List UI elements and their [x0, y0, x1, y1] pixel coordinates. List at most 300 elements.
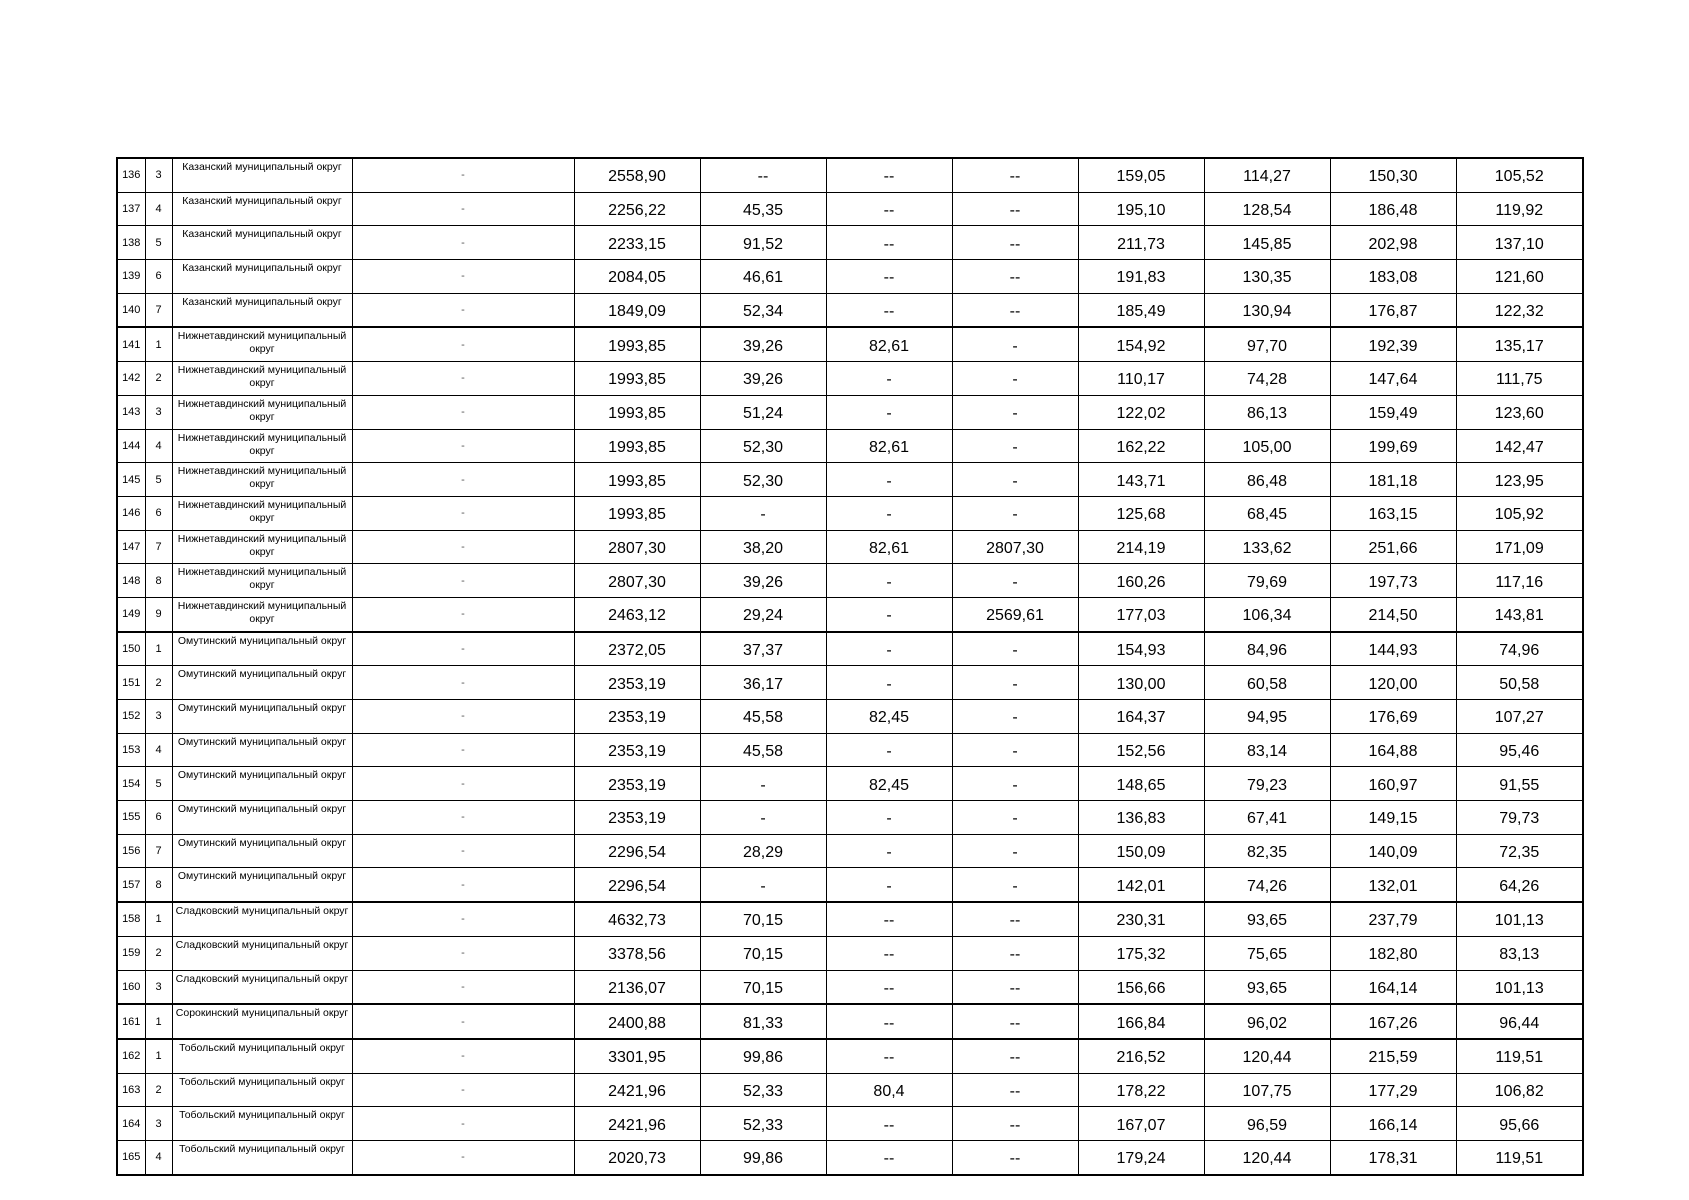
row-number: 163 [117, 1073, 145, 1107]
sub-number: 5 [145, 226, 172, 260]
value-cell-7: 159,49 [1330, 395, 1456, 429]
value-cell-8: 50,58 [1456, 666, 1583, 700]
district-name: Нижнетавдинский муниципальный округ [172, 327, 352, 361]
district-name: Нижнетавдинский муниципальный округ [172, 362, 352, 396]
table-row [117, 767, 1583, 801]
sub-number: 5 [145, 463, 172, 497]
empty-value-cell: - [352, 868, 574, 902]
row-number: 164 [117, 1107, 145, 1141]
row-number: 149 [117, 597, 145, 631]
district-name: Нижнетавдинский муниципальный округ [172, 564, 352, 598]
value-cell-4: 2807,30 [952, 530, 1078, 564]
district-name: Казанский муниципальный округ [172, 158, 352, 192]
value-cell-5: 211,73 [1078, 226, 1204, 260]
district-name: Тобольский муниципальный округ [172, 1039, 352, 1073]
value-cell-1: 2136,07 [574, 970, 700, 1004]
value-cell-5: 195,10 [1078, 192, 1204, 226]
value-cell-2: 38,20 [700, 530, 826, 564]
row-number: 144 [117, 429, 145, 463]
value-cell-5: 122,02 [1078, 395, 1204, 429]
value-cell-5: 230,31 [1078, 902, 1204, 936]
value-cell-2: 37,37 [700, 632, 826, 666]
value-cell-8: 135,17 [1456, 327, 1583, 361]
value-cell-4: - [952, 666, 1078, 700]
value-cell-7: 202,98 [1330, 226, 1456, 260]
value-cell-8: 119,92 [1456, 192, 1583, 226]
value-cell-1: 4632,73 [574, 902, 700, 936]
empty-value-cell: - [352, 597, 574, 631]
value-cell-3: -- [826, 936, 952, 970]
value-cell-4: - [952, 362, 1078, 396]
value-cell-4: - [952, 327, 1078, 361]
value-cell-8: 117,16 [1456, 564, 1583, 598]
value-cell-4: -- [952, 1004, 1078, 1039]
sub-number: 3 [145, 1107, 172, 1141]
value-cell-2: 28,29 [700, 834, 826, 868]
table-row [117, 192, 1583, 226]
value-cell-4: -- [952, 260, 1078, 294]
value-cell-2: - [700, 767, 826, 801]
district-name: Омутинский муниципальный округ [172, 767, 352, 801]
value-cell-5: 175,32 [1078, 936, 1204, 970]
row-number: 148 [117, 564, 145, 598]
empty-value-cell: - [352, 293, 574, 327]
value-cell-3: -- [826, 260, 952, 294]
value-cell-2: - [700, 801, 826, 835]
empty-value-cell: - [352, 666, 574, 700]
value-cell-1: 2353,19 [574, 733, 700, 767]
district-name: Сладковский муниципальный округ [172, 902, 352, 936]
value-cell-8: 95,66 [1456, 1107, 1583, 1141]
sub-number: 1 [145, 632, 172, 666]
value-cell-5: 162,22 [1078, 429, 1204, 463]
row-number: 162 [117, 1039, 145, 1073]
sub-number: 6 [145, 496, 172, 530]
row-number: 142 [117, 362, 145, 396]
value-cell-6: 79,69 [1204, 564, 1330, 598]
value-cell-7: 164,88 [1330, 733, 1456, 767]
value-cell-5: 150,09 [1078, 834, 1204, 868]
value-cell-6: 60,58 [1204, 666, 1330, 700]
value-cell-6: 114,27 [1204, 158, 1330, 192]
value-cell-7: 178,31 [1330, 1140, 1456, 1174]
value-cell-6: 145,85 [1204, 226, 1330, 260]
value-cell-2: 39,26 [700, 327, 826, 361]
district-name: Омутинский муниципальный округ [172, 801, 352, 835]
district-name: Нижнетавдинский муниципальный округ [172, 530, 352, 564]
sub-number: 3 [145, 395, 172, 429]
table-row [117, 293, 1583, 327]
empty-value-cell: - [352, 700, 574, 734]
value-cell-3: - [826, 801, 952, 835]
value-cell-1: 1993,85 [574, 429, 700, 463]
sub-number: 4 [145, 192, 172, 226]
empty-value-cell: - [352, 1107, 574, 1141]
row-number: 160 [117, 970, 145, 1004]
district-name: Нижнетавдинский муниципальный округ [172, 429, 352, 463]
value-cell-1: 2084,05 [574, 260, 700, 294]
value-cell-5: 164,37 [1078, 700, 1204, 734]
sub-number: 5 [145, 767, 172, 801]
row-number: 156 [117, 834, 145, 868]
value-cell-4: -- [952, 970, 1078, 1004]
value-cell-5: 143,71 [1078, 463, 1204, 497]
empty-value-cell: - [352, 970, 574, 1004]
value-cell-6: 74,28 [1204, 362, 1330, 396]
sub-number: 6 [145, 260, 172, 294]
table-row [117, 700, 1583, 734]
row-number: 150 [117, 632, 145, 666]
value-cell-1: 2807,30 [574, 530, 700, 564]
sub-number: 1 [145, 1039, 172, 1073]
value-cell-3: 82,61 [826, 530, 952, 564]
empty-value-cell: - [352, 327, 574, 361]
table-row [117, 158, 1583, 192]
value-cell-4: -- [952, 226, 1078, 260]
district-name: Тобольский муниципальный округ [172, 1107, 352, 1141]
value-cell-5: 154,92 [1078, 327, 1204, 361]
sub-number: 8 [145, 564, 172, 598]
sub-number: 1 [145, 327, 172, 361]
value-cell-1: 2421,96 [574, 1073, 700, 1107]
value-cell-1: 3378,56 [574, 936, 700, 970]
value-cell-3: -- [826, 902, 952, 936]
value-cell-4: - [952, 395, 1078, 429]
value-cell-1: 2353,19 [574, 700, 700, 734]
value-cell-8: 123,60 [1456, 395, 1583, 429]
value-cell-7: 186,48 [1330, 192, 1456, 226]
row-number: 139 [117, 260, 145, 294]
value-cell-5: 179,24 [1078, 1140, 1204, 1174]
empty-value-cell: - [352, 395, 574, 429]
value-cell-6: 106,34 [1204, 597, 1330, 631]
row-number: 158 [117, 902, 145, 936]
value-cell-4: -- [952, 293, 1078, 327]
value-cell-6: 97,70 [1204, 327, 1330, 361]
value-cell-7: 149,15 [1330, 801, 1456, 835]
value-cell-4: -- [952, 1073, 1078, 1107]
value-cell-3: -- [826, 1107, 952, 1141]
value-cell-4: - [952, 429, 1078, 463]
row-number: 165 [117, 1140, 145, 1174]
row-number: 155 [117, 801, 145, 835]
value-cell-3: -- [826, 226, 952, 260]
value-cell-8: 106,82 [1456, 1073, 1583, 1107]
value-cell-6: 96,02 [1204, 1004, 1330, 1039]
value-cell-5: 214,19 [1078, 530, 1204, 564]
table-row [117, 429, 1583, 463]
table-row [117, 564, 1583, 598]
empty-value-cell: - [352, 1140, 574, 1174]
value-cell-6: 120,44 [1204, 1140, 1330, 1174]
empty-value-cell: - [352, 733, 574, 767]
table-row [117, 902, 1583, 936]
value-cell-7: 167,26 [1330, 1004, 1456, 1039]
table-row [117, 463, 1583, 497]
value-cell-2: 45,35 [700, 192, 826, 226]
value-cell-2: 45,58 [700, 700, 826, 734]
value-cell-3: - [826, 834, 952, 868]
value-cell-3: - [826, 597, 952, 631]
value-cell-1: 2353,19 [574, 767, 700, 801]
row-number: 140 [117, 293, 145, 327]
table-row [117, 1004, 1583, 1039]
value-cell-3: -- [826, 1004, 952, 1039]
value-cell-7: 237,79 [1330, 902, 1456, 936]
sub-number: 6 [145, 801, 172, 835]
value-cell-1: 2296,54 [574, 834, 700, 868]
value-cell-7: 199,69 [1330, 429, 1456, 463]
sub-number: 1 [145, 1004, 172, 1039]
value-cell-8: 64,26 [1456, 868, 1583, 902]
district-name: Омутинский муниципальный округ [172, 834, 352, 868]
value-cell-1: 2421,96 [574, 1107, 700, 1141]
value-cell-4: - [952, 463, 1078, 497]
value-cell-2: 70,15 [700, 970, 826, 1004]
value-cell-3: -- [826, 293, 952, 327]
empty-value-cell: - [352, 530, 574, 564]
value-cell-8: 105,92 [1456, 496, 1583, 530]
value-cell-8: 137,10 [1456, 226, 1583, 260]
value-cell-4: - [952, 834, 1078, 868]
table-row [117, 666, 1583, 700]
value-cell-4: - [952, 801, 1078, 835]
value-cell-3: 82,45 [826, 700, 952, 734]
value-cell-3: 82,61 [826, 429, 952, 463]
value-cell-7: 160,97 [1330, 767, 1456, 801]
row-number: 153 [117, 733, 145, 767]
value-cell-6: 93,65 [1204, 970, 1330, 1004]
sub-number: 3 [145, 700, 172, 734]
table-row [117, 801, 1583, 835]
value-cell-8: 121,60 [1456, 260, 1583, 294]
value-cell-3: -- [826, 1039, 952, 1073]
value-cell-5: 156,66 [1078, 970, 1204, 1004]
value-cell-6: 93,65 [1204, 902, 1330, 936]
value-cell-7: 150,30 [1330, 158, 1456, 192]
value-cell-6: 67,41 [1204, 801, 1330, 835]
value-cell-6: 96,59 [1204, 1107, 1330, 1141]
row-number: 143 [117, 395, 145, 429]
sub-number: 4 [145, 1140, 172, 1174]
value-cell-1: 2233,15 [574, 226, 700, 260]
value-cell-2: 52,33 [700, 1107, 826, 1141]
value-cell-7: 163,15 [1330, 496, 1456, 530]
value-cell-1: 2372,05 [574, 632, 700, 666]
empty-value-cell: - [352, 1004, 574, 1039]
sub-number: 8 [145, 868, 172, 902]
value-cell-5: 191,83 [1078, 260, 1204, 294]
value-cell-3: 82,45 [826, 767, 952, 801]
value-cell-5: 178,22 [1078, 1073, 1204, 1107]
value-cell-5: 142,01 [1078, 868, 1204, 902]
table-row [117, 970, 1583, 1004]
value-cell-6: 86,13 [1204, 395, 1330, 429]
value-cell-2: 52,33 [700, 1073, 826, 1107]
empty-value-cell: - [352, 463, 574, 497]
value-cell-7: 140,09 [1330, 834, 1456, 868]
district-name: Казанский муниципальный округ [172, 293, 352, 327]
value-cell-1: 2558,90 [574, 158, 700, 192]
sub-number: 7 [145, 834, 172, 868]
value-cell-3: - [826, 868, 952, 902]
row-number: 161 [117, 1004, 145, 1039]
table-row [117, 327, 1583, 361]
value-cell-8: 101,13 [1456, 902, 1583, 936]
value-cell-4: -- [952, 936, 1078, 970]
district-name: Омутинский муниципальный округ [172, 666, 352, 700]
value-cell-8: 105,52 [1456, 158, 1583, 192]
value-cell-1: 2256,22 [574, 192, 700, 226]
value-cell-5: 125,68 [1078, 496, 1204, 530]
value-cell-1: 1993,85 [574, 463, 700, 497]
district-name: Казанский муниципальный округ [172, 260, 352, 294]
value-cell-2: 91,52 [700, 226, 826, 260]
value-cell-3: - [826, 395, 952, 429]
value-cell-2: 52,34 [700, 293, 826, 327]
value-cell-5: 148,65 [1078, 767, 1204, 801]
value-cell-4: 2569,61 [952, 597, 1078, 631]
value-cell-7: 177,29 [1330, 1073, 1456, 1107]
value-cell-8: 122,32 [1456, 293, 1583, 327]
value-cell-2: -- [700, 158, 826, 192]
sub-number: 3 [145, 158, 172, 192]
table-row [117, 1140, 1583, 1174]
value-cell-3: -- [826, 158, 952, 192]
value-cell-2: 70,15 [700, 902, 826, 936]
value-cell-6: 133,62 [1204, 530, 1330, 564]
value-cell-4: - [952, 700, 1078, 734]
value-cell-8: 119,51 [1456, 1039, 1583, 1073]
value-cell-6: 68,45 [1204, 496, 1330, 530]
value-cell-5: 136,83 [1078, 801, 1204, 835]
value-cell-8: 142,47 [1456, 429, 1583, 463]
value-cell-8: 123,95 [1456, 463, 1583, 497]
value-cell-7: 132,01 [1330, 868, 1456, 902]
district-name: Омутинский муниципальный округ [172, 700, 352, 734]
table-row [117, 834, 1583, 868]
value-cell-2: 81,33 [700, 1004, 826, 1039]
row-number: 145 [117, 463, 145, 497]
empty-value-cell: - [352, 158, 574, 192]
value-cell-3: 80,4 [826, 1073, 952, 1107]
value-cell-8: 96,44 [1456, 1004, 1583, 1039]
empty-value-cell: - [352, 496, 574, 530]
value-cell-8: 171,09 [1456, 530, 1583, 564]
value-cell-2: 70,15 [700, 936, 826, 970]
value-cell-2: - [700, 868, 826, 902]
value-cell-7: 144,93 [1330, 632, 1456, 666]
value-cell-3: - [826, 733, 952, 767]
empty-value-cell: - [352, 429, 574, 463]
value-cell-8: 74,96 [1456, 632, 1583, 666]
value-cell-2: 36,17 [700, 666, 826, 700]
table-row [117, 733, 1583, 767]
value-cell-4: - [952, 632, 1078, 666]
value-cell-4: -- [952, 902, 1078, 936]
district-name: Сорокинский муниципальный округ [172, 1004, 352, 1039]
value-cell-7: 182,80 [1330, 936, 1456, 970]
row-number: 157 [117, 868, 145, 902]
value-cell-2: 39,26 [700, 564, 826, 598]
table-row [117, 362, 1583, 396]
table-row [117, 395, 1583, 429]
table-row [117, 496, 1583, 530]
value-cell-7: 166,14 [1330, 1107, 1456, 1141]
value-cell-2: 29,24 [700, 597, 826, 631]
value-cell-8: 79,73 [1456, 801, 1583, 835]
value-cell-5: 216,52 [1078, 1039, 1204, 1073]
value-cell-1: 2400,88 [574, 1004, 700, 1039]
sub-number: 4 [145, 733, 172, 767]
empty-value-cell: - [352, 834, 574, 868]
value-cell-6: 83,14 [1204, 733, 1330, 767]
row-number: 147 [117, 530, 145, 564]
table-row [117, 868, 1583, 902]
sub-number: 2 [145, 936, 172, 970]
district-name: Нижнетавдинский муниципальный округ [172, 395, 352, 429]
empty-value-cell: - [352, 260, 574, 294]
value-cell-7: 251,66 [1330, 530, 1456, 564]
value-cell-8: 83,13 [1456, 936, 1583, 970]
sub-number: 2 [145, 362, 172, 396]
value-cell-7: 176,87 [1330, 293, 1456, 327]
value-cell-7: 120,00 [1330, 666, 1456, 700]
value-cell-6: 74,26 [1204, 868, 1330, 902]
value-cell-7: 181,18 [1330, 463, 1456, 497]
table-row [117, 1107, 1583, 1141]
value-cell-7: 197,73 [1330, 564, 1456, 598]
value-cell-2: 39,26 [700, 362, 826, 396]
value-cell-3: - [826, 666, 952, 700]
value-cell-4: - [952, 733, 1078, 767]
value-cell-4: -- [952, 1107, 1078, 1141]
value-cell-1: 2020,73 [574, 1140, 700, 1174]
value-cell-3: - [826, 564, 952, 598]
district-name: Нижнетавдинский муниципальный округ [172, 463, 352, 497]
value-cell-5: 154,93 [1078, 632, 1204, 666]
district-name: Нижнетавдинский муниципальный округ [172, 597, 352, 631]
district-name: Казанский муниципальный округ [172, 226, 352, 260]
sub-number: 3 [145, 970, 172, 1004]
value-cell-1: 1993,85 [574, 327, 700, 361]
row-number: 137 [117, 192, 145, 226]
value-cell-4: -- [952, 158, 1078, 192]
value-cell-6: 94,95 [1204, 700, 1330, 734]
value-cell-6: 130,35 [1204, 260, 1330, 294]
value-cell-1: 1993,85 [574, 496, 700, 530]
value-cell-1: 1993,85 [574, 395, 700, 429]
value-cell-5: 185,49 [1078, 293, 1204, 327]
empty-value-cell: - [352, 564, 574, 598]
row-number: 152 [117, 700, 145, 734]
value-cell-8: 143,81 [1456, 597, 1583, 631]
value-cell-6: 84,96 [1204, 632, 1330, 666]
row-number: 136 [117, 158, 145, 192]
value-cell-7: 214,50 [1330, 597, 1456, 631]
value-cell-8: 72,35 [1456, 834, 1583, 868]
table-row [117, 936, 1583, 970]
value-cell-3: - [826, 463, 952, 497]
value-cell-5: 130,00 [1078, 666, 1204, 700]
table-row [117, 632, 1583, 666]
value-cell-1: 2807,30 [574, 564, 700, 598]
value-cell-1: 2353,19 [574, 666, 700, 700]
district-name: Казанский муниципальный округ [172, 192, 352, 226]
table-row [117, 260, 1583, 294]
row-number: 146 [117, 496, 145, 530]
value-cell-8: 91,55 [1456, 767, 1583, 801]
